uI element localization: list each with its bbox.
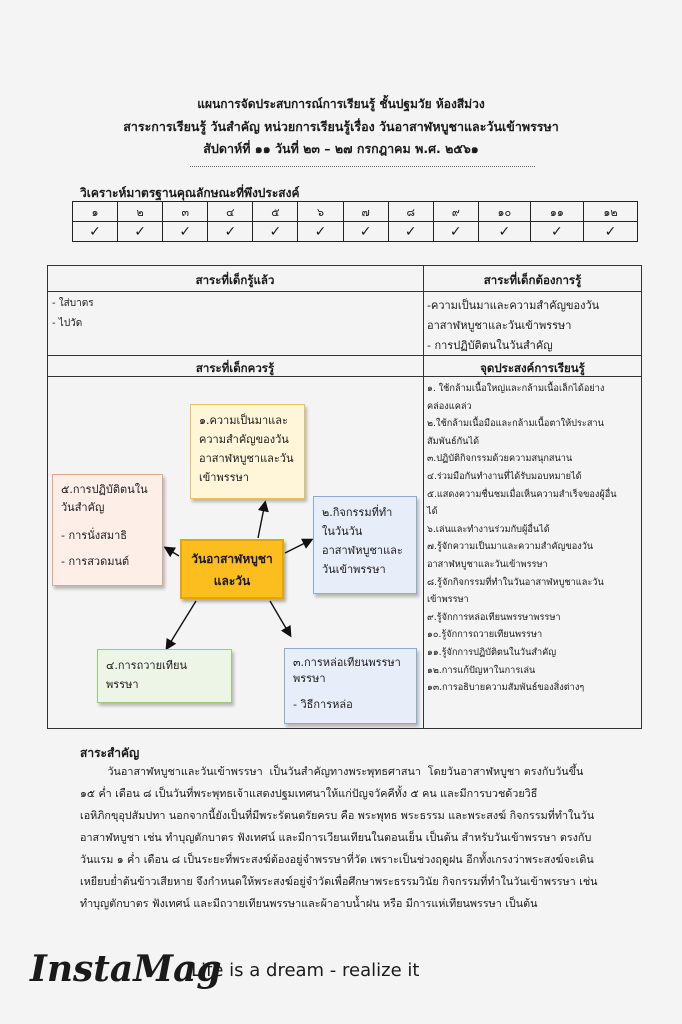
mindmap-box-candle-casting [284, 648, 417, 724]
check-icon: ✓ [163, 222, 208, 242]
mindmap-box-conduct [52, 474, 163, 586]
instamag-logo: InstaMag [30, 948, 222, 990]
arrow-to-box2 [285, 540, 311, 553]
box-line: ความสำคัญของวัน [199, 433, 289, 446]
objective-line: สัมพันธ์กันได้ [427, 435, 480, 447]
objective-line: ๗.รู้จักความเป็นมาและความสำคัญของวัน [427, 541, 594, 553]
box-line: วันเข้าพรรษา [322, 563, 386, 576]
standard-number: ๑๐ [478, 202, 530, 222]
box-line: - การนั่งสมาธิ [61, 529, 127, 542]
standard-number: ๘ [388, 202, 433, 222]
standard-number: ๔ [208, 202, 253, 222]
box-line: อาสาฬหบูชาและวัน [199, 452, 294, 465]
objective-line: ๑๐.รู้จักการถวายเทียนพรรษา [427, 629, 543, 641]
check-icon: ✓ [388, 222, 433, 242]
objectives-list [427, 380, 637, 697]
arrow-to-box1 [258, 503, 265, 538]
known-item: - ไปวัด [52, 318, 83, 329]
should-title: สาระที่เด็กควรรู้ [195, 361, 275, 375]
mindmap-box-activities [313, 496, 417, 594]
center-line: และวัน [213, 574, 251, 588]
center-line: วันอาสาฬหบูชา [191, 552, 273, 566]
check-icon: ✓ [73, 222, 118, 242]
header-line-3: สัปดาห์ที่ ๑๑ วันที่ ๒๓ – ๒๗ กรกฎาคม พ.ศ. ๒๕๖๑ [203, 141, 479, 156]
want-item: -ความเป็นมาและความสำคัญของวัน [427, 299, 600, 312]
arrow-to-box3 [270, 601, 290, 635]
want-item: อาสาฬหบูชาและวันเข้าพรรษา [427, 319, 572, 332]
key-concept-title: สาระสำคัญ [80, 746, 140, 760]
standard-number: ๓ [163, 202, 208, 222]
mindmap-center [180, 539, 284, 599]
check-icon: ✓ [343, 222, 388, 242]
box-line: ๓.การหล่อเทียนพรรษา [293, 656, 401, 669]
objective-line: ๒.ใช้กล้ามเนื้อมือและกล้ามเนื้อตาให้ประสาน [427, 418, 604, 430]
standard-number: ๗ [343, 202, 388, 222]
check-icon: ✓ [298, 222, 343, 242]
box-line: - การสวดมนต์ [61, 555, 130, 568]
paragraph-line: เหยียบย่ำต้นข้าวเสียหาย จึงกำหนดให้พระสงฆ์อยู่จำวัดเพื่อศึกษาพระธรรมวินัย กิจกรรมที่ทำในวันเข้าพรรษา เช่น [80, 875, 598, 888]
paragraph-line: วันอาสาฬหบูชาและวันเข้าพรรษา เป็นวันสำคัญทางพระพุทธศาสนา โดยวันอาสาฬหบูชา ตรงกับวันขึ้น [80, 765, 584, 778]
paragraph-line: วันแรม ๑ ค่ำ เดือน ๘ เป็นระยะที่พระสงฆ์ต้องอยู่จำพรรษาที่วัด เพราะเป็นช่วงฤดูฝน อีกทั้งเกรงว่าพระสงฆ์จะเดิน [80, 853, 594, 866]
objective-line: ได้ [427, 506, 438, 518]
standard-number: ๙ [433, 202, 478, 222]
box-line [293, 687, 408, 697]
objective-line: คล่องแคล่ว [427, 400, 472, 412]
check-icon: ✓ [118, 222, 163, 242]
box-line: วันสำคัญ [61, 501, 105, 514]
standard-number: ๑ [73, 202, 118, 222]
mindmap-box-history [190, 404, 305, 499]
check-icon: ✓ [208, 222, 253, 242]
objective-line: ๑๓.การอธิบายความสัมพันธ์ของสิ่งต่างๆ [427, 682, 585, 694]
arrow-to-box4 [167, 601, 196, 648]
standard-number: ๖ [298, 202, 343, 222]
objective-line: อาสาฬหบูชาและวันเข้าพรรษา [427, 558, 548, 570]
objectives-title: จุดประสงค์การเรียนรู้ [480, 361, 585, 375]
check-icon: ✓ [530, 222, 583, 242]
objective-line: ๑๒.การแก้ปัญหาในการเล่น [427, 664, 536, 676]
objective-line: ๕.แสดงความชื่นชมเมื่อเห็นความสำเร็จของผู้อื่น [427, 488, 617, 500]
objective-line: ๑. ใช้กล้ามเนื้อใหญ่และกล้ามเนื้อเล็กได้อย่าง [427, 383, 605, 394]
header-line-2: สาระการเรียนรู้ วันสำคัญ หน่วยการเรียนรู้เรื่อง วันอาสาฬหบูชาและวันเข้าพรรษา [123, 119, 559, 134]
box-line: พรรษา [106, 678, 139, 691]
check-icon: ✓ [583, 222, 637, 242]
box-line: เข้าพรรษา [199, 471, 249, 484]
objective-line: ๙.รู้จักการหล่อเทียนพรรษาพรรษา [427, 611, 561, 623]
check-icon: ✓ [253, 222, 298, 242]
box-line: ๑.ความเป็นมาและ [199, 414, 288, 427]
objective-line: เข้าพรรษา [427, 594, 469, 606]
box-line: - วิธีการหล่อ [293, 698, 353, 711]
box-line: ๔.การถวายเทียน [106, 659, 188, 672]
known-title: สาระที่เด็กรู้แล้ว [195, 273, 275, 287]
check-icon: ✓ [433, 222, 478, 242]
objective-line: ๘.รู้จักกิจกรรมที่ทำในวันอาสาฬหบูชาและวัน [427, 576, 604, 588]
paragraph-line: อาสาฬหบูชา เช่น ทำบุญตักบาตร ฟังเทศน์ และมีการเวียนเทียนในตอนเย็น เป็นต้น สำหรับวันเข้าพรรษา ตรงกับ [80, 831, 592, 844]
objective-line: ๔.ร่วมมือกันทำงานที่ได้รับมอบหมายได้ [427, 470, 582, 482]
box-line: ๕.การปฏิบัติตนใน [61, 483, 148, 496]
mindmap-box-candle-offering [97, 649, 232, 703]
standard-number: ๑๑ [530, 202, 583, 222]
box-line: อาสาฬหบูชาและ [322, 544, 403, 557]
arrow-to-box5 [166, 548, 179, 556]
box-line: พรรษา [293, 672, 326, 685]
objective-line: ๓.ปฏิบัติกิจกรรมด้วยความสนุกสนาน [427, 453, 573, 465]
check-icon: ✓ [478, 222, 530, 242]
paragraph-line: เอหิภิกขุอุปสัมปทา นอกจากนี้ยังเป็นที่มีพระรัตนตรัยครบ คือ พระพุทธ พระธรรม และพระสงฆ์ กิจกรรมที่ทำในวัน [80, 809, 595, 822]
box-line: ๒.กิจกรรมที่ทำ [322, 506, 393, 519]
want-title: สาระที่เด็กต้องการรู้ [483, 273, 582, 287]
standard-number: ๕ [253, 202, 298, 222]
box-line: ในวันวัน [322, 525, 363, 538]
standard-number: ๑๒ [583, 202, 637, 222]
footer-tagline: Life is a dream - realize it [191, 960, 420, 981]
want-item: - การปฏิบัติตนในวันสำคัญ [427, 339, 553, 352]
objective-line: ๑๑.รู้จักการปฏิบัติตนในวันสำคัญ [427, 646, 557, 658]
header-line-1: แผนการจัดประสบการณ์การเรียนรู้ ชั้นปฐมวัย ห้องสีม่วง [197, 97, 485, 111]
known-item: - ใส่บาตร [52, 298, 94, 309]
standard-number: ๒ [118, 202, 163, 222]
objective-line: ๖.เล่นและทำงานร่วมกับผู้อื่นได้ [427, 523, 550, 535]
paragraph-line: ๑๕ ค่ำ เดือน ๘ เป็นวันที่พระพุทธเจ้าแสดงปฐมเทศนาให้แก่ปัญจวัคคีทั้ง ๕ คน และมีการบวชด้วยวิธี [80, 787, 538, 800]
key-concept-paragraph [80, 761, 640, 915]
paragraph-line: ทำบุญตักบาตร ฟังเทศน์ และมีถวายเทียนพรรษาและผ้าอาบน้ำฝน หรือ มีการแห่เทียนพรรษา เป็นต้น [80, 897, 538, 910]
analysis-title: วิเคราะห์มาตรฐานคุณลักษณะที่พึงประสงค์ [80, 186, 300, 200]
